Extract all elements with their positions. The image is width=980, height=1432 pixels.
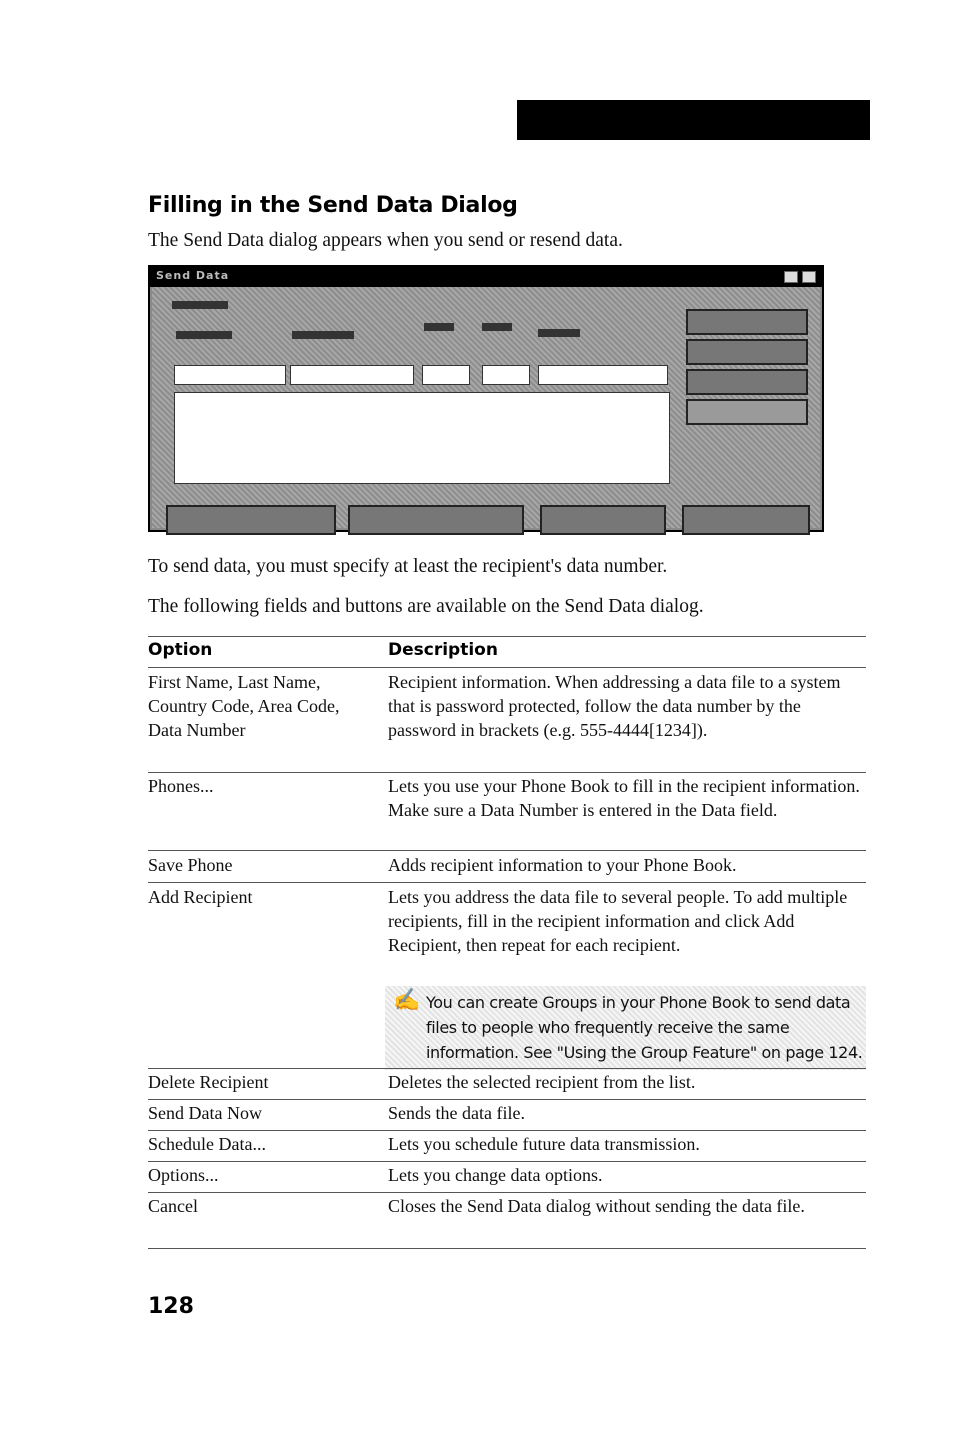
tip-text: You can create Groups in your Phone Book to send data files to people who frequently receive the same information. See "Using the Group Feature" on page 124. bbox=[426, 993, 863, 1062]
delete-recipient-button bbox=[686, 399, 808, 425]
table-row-option: Phones... bbox=[148, 776, 214, 796]
area-code-label bbox=[482, 323, 512, 331]
table-rule bbox=[148, 1068, 866, 1069]
description-header: Description bbox=[388, 640, 498, 660]
data-number-field bbox=[538, 365, 668, 385]
table-row-description: Lets you address the data file to several people. To add multiple recipients, fill in the recipient information and click Add Recipient, then repeat for each recipient. bbox=[388, 887, 848, 955]
help-icon bbox=[784, 271, 798, 283]
recipients-label bbox=[172, 301, 228, 309]
country-code-field bbox=[422, 365, 470, 385]
table-row-option: Add Recipient bbox=[148, 887, 253, 907]
table-row-description: Lets you change data options. bbox=[388, 1165, 603, 1185]
send-data-dialog-screenshot bbox=[148, 265, 824, 532]
last-name-field bbox=[290, 365, 414, 385]
schedule-data-button bbox=[348, 505, 524, 535]
dialog-client bbox=[152, 287, 820, 528]
dialog-titlebar bbox=[150, 267, 822, 287]
table-row-option: Save Phone bbox=[148, 855, 233, 875]
last-name-label bbox=[292, 331, 354, 339]
add-recipient-button bbox=[686, 369, 808, 395]
table-rule bbox=[148, 667, 866, 668]
table-rule bbox=[148, 772, 866, 773]
requirement-text: To send data, you must specify at least the recipient's data number. bbox=[148, 556, 668, 577]
table-row-description: Lets you use your Phone Book to fill in the recipient information. Make sure a Data Number is entered in the Data field. bbox=[388, 776, 860, 820]
table-rule bbox=[148, 1248, 866, 1249]
send-data-now-button bbox=[166, 505, 336, 535]
table-row-description: Closes the Send Data dialog without sending the data file. bbox=[388, 1196, 805, 1216]
table-row-option: Options... bbox=[148, 1165, 219, 1185]
phones-button bbox=[686, 309, 808, 335]
intro-text: The Send Data dialog appears when you send or resend data. bbox=[148, 230, 623, 251]
recipient-list bbox=[174, 392, 670, 484]
data-number-label bbox=[538, 329, 580, 337]
page-number: 128 bbox=[148, 1294, 194, 1319]
fields-intro-text: The following fields and buttons are available on the Send Data dialog. bbox=[148, 596, 704, 617]
table-row-description: Adds recipient information to your Phone Book. bbox=[388, 855, 737, 875]
options-button bbox=[540, 505, 666, 535]
table-row-option: Send Data Now bbox=[148, 1103, 262, 1123]
table-row-description: Sends the data file. bbox=[388, 1103, 525, 1123]
area-code-field bbox=[482, 365, 530, 385]
table-rule bbox=[148, 1130, 866, 1131]
tip-box bbox=[385, 986, 866, 1070]
header-bar bbox=[517, 100, 870, 140]
table-rule bbox=[148, 1161, 866, 1162]
table-row-description: Deletes the selected recipient from the list. bbox=[388, 1072, 696, 1092]
table-row-option: First Name, Last Name, Country Code, Area Code, Data Number bbox=[148, 672, 340, 740]
option-header: Option bbox=[148, 640, 213, 660]
table-rule bbox=[148, 850, 866, 851]
table-rule bbox=[148, 1192, 866, 1193]
close-icon bbox=[802, 271, 816, 283]
section-title: Filling in the Send Data Dialog bbox=[148, 193, 518, 218]
save-phone-button bbox=[686, 339, 808, 365]
first-name-label bbox=[176, 331, 232, 339]
first-name-field bbox=[174, 365, 286, 385]
table-rule bbox=[148, 1099, 866, 1100]
country-code-label bbox=[424, 323, 454, 331]
table-row-option: Schedule Data... bbox=[148, 1134, 266, 1154]
pencil-note-icon: ✍ bbox=[393, 987, 421, 1012]
table-row-description: Lets you schedule future data transmission. bbox=[388, 1134, 700, 1154]
table-row-option: Cancel bbox=[148, 1196, 198, 1216]
table-rule bbox=[148, 636, 866, 637]
cancel-button bbox=[682, 505, 810, 535]
table-row-description: Recipient information. When addressing a data file to a system that is password protected, follow the data number by the password in brackets (e.g. 555-4444[1234]). bbox=[388, 672, 841, 740]
table-row-option: Delete Recipient bbox=[148, 1072, 269, 1092]
dialog-title: Send Data bbox=[156, 269, 230, 282]
table-rule bbox=[148, 882, 866, 883]
